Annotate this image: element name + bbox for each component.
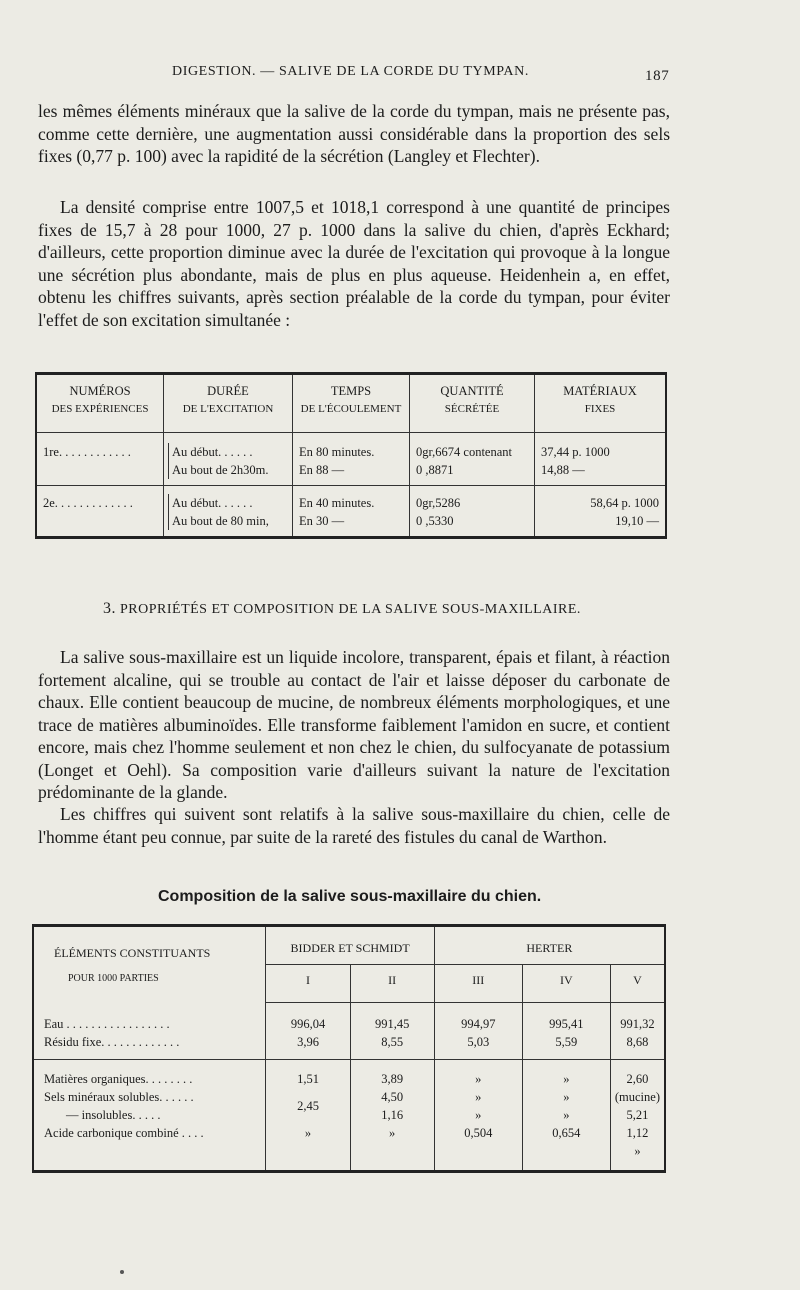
quantity-cell: 0gr,6674 contenant 0 ,8871 <box>410 433 535 486</box>
value-cell: 1,51 2,45 » <box>266 1060 350 1172</box>
time-cell: En 40 minutes. En 30 — <box>293 486 410 538</box>
paragraph-2: La densité comprise entre 1007,5 et 1018,1 correspond à une quantité de principes fixes de 15,7 à 28 pour 1000, 27 p. 1000 dans la salive du chien, d'après Eckhard; d'ailleurs, cette proportion diminue avec la durée de l'excitation qui provoque à la longue une sécrétion plus abondante, mais de plus en plus aqueuse. Heidenhein a, en effet, obtenu les chiffres suivants, après section préalable de la corde du tympan, pour éviter l'effet de son excitation simultanée : <box>38 197 670 330</box>
composition-table <box>32 924 666 1173</box>
col-header-elements: ÉLÉMENTS CONSTITUANTS POUR 1000 PARTIES <box>33 926 266 1003</box>
col-header-experiences: NUMÉROS DES EXPÉRIENCES <box>36 374 164 433</box>
table-row <box>36 486 666 538</box>
excitation-table <box>35 372 667 539</box>
col-header-v: V <box>610 965 665 1003</box>
group-header-herter: HERTER <box>434 926 665 965</box>
value-cell: 991,32 8,68 <box>610 1003 665 1060</box>
value-cell: » » » 0,654 <box>522 1060 610 1172</box>
table-row <box>33 1003 665 1060</box>
value-cell: 991,45 8,55 <box>350 1003 434 1060</box>
value-cell: 995,41 5,59 <box>522 1003 610 1060</box>
col-header-iii: III <box>434 965 522 1003</box>
value-cell: 996,04 3,96 <box>266 1003 350 1060</box>
table-row <box>33 1060 665 1172</box>
value-cell: 3,89 4,50 1,16 » <box>350 1060 434 1172</box>
paragraph-1: les mêmes éléments minéraux que la salive de la corde du tympan, mais ne présente pas, comme cette dernière, une augmentation aussi considérable dans la proportion des sels fixes (0,77 p. 100) avec la rapidité de la sécrétion (Langley et Flechter). <box>38 101 670 166</box>
quantity-cell: 0gr,5286 0 ,5330 <box>410 486 535 538</box>
value-cell: » » » 0,504 <box>434 1060 522 1172</box>
page-number: 187 <box>645 68 670 84</box>
value-cell: 994,97 5,03 <box>434 1003 522 1060</box>
time-cell: En 80 minutes. En 88 — <box>293 433 410 486</box>
col-header-i: I <box>266 965 350 1003</box>
experiment-number: 2e. . . . . . . . . . . . . <box>36 486 164 538</box>
col-header-iv: IV <box>522 965 610 1003</box>
fixed-cell: 58,64 p. 1000 19,10 — <box>590 496 659 528</box>
value-cell: 2,60 (mucine) 5,21 1,12 » <box>614 1072 660 1158</box>
running-title: DIGESTION. — SALIVE DE LA CORDE DU TYMPAN. <box>172 64 529 79</box>
row-labels: Matières organiques. . . . . . . . Sels minéraux solubles. . . . . . — insolubles. . . . . Acide carbonique combiné . . . . <box>33 1060 266 1172</box>
col-header-ii: II <box>350 965 434 1003</box>
duration-cell: Au début. . . . . . Au bout de 80 min, <box>164 486 293 538</box>
col-header-fixed-materials: MATÉRIAUX FIXES <box>535 374 667 433</box>
row-labels: Eau . . . . . . . . . . . . . . . . . Résidu fixe. . . . . . . . . . . . . <box>33 1003 266 1060</box>
col-header-duration: DURÉE DE L'EXCITATION <box>164 374 293 433</box>
col-header-time: TEMPS DE L'ÉCOULEMENT <box>293 374 410 433</box>
paragraph-3: La salive sous-maxillaire est un liquide incolore, transparent, épais et filant, à réaction fortement alcaline, qui se trouble au contact de l'air et laisse déposer du carbonate de chaux. Elle contient beaucoup de mucine, de nombreux éléments morphologiques, et une trace de matières albuminoïdes. Elle transforme faiblement l'amidon en sucre, et contient encore, mais chez l'homme seulement et non chez le chien, du sulfocyanate de potassium (Longet et Oehl). Sa composition varie d'ailleurs suivant la nature de l'excitation prédominante de la glande. <box>38 647 670 802</box>
paragraph-4: Les chiffres qui suivent sont relatifs à la salive sous-maxillaire du chien, celle de l'homme étant peu connue, par suite de la rareté des fistules du canal de Warthon. <box>38 804 670 847</box>
table-caption: Composition de la salive sous-maxillaire du chien. <box>158 888 542 905</box>
fixed-cell: 37,44 p. 1000 14,88 — <box>535 433 667 486</box>
group-header-bidder: BIDDER ET SCHMIDT <box>266 926 434 965</box>
ink-spot <box>120 1270 124 1274</box>
col-header-quantity: QUANTITÉ SÉCRÉTÉE <box>410 374 535 433</box>
duration-cell: Au début. . . . . . Au bout de 2h30m. <box>164 433 293 486</box>
table-row <box>36 433 666 486</box>
section-heading: 3. PROPRIÉTÉS ET COMPOSITION DE LA SALIVE SOUS-MAXILLAIRE. <box>103 600 581 617</box>
experiment-number: 1re. . . . . . . . . . . . <box>36 433 164 486</box>
